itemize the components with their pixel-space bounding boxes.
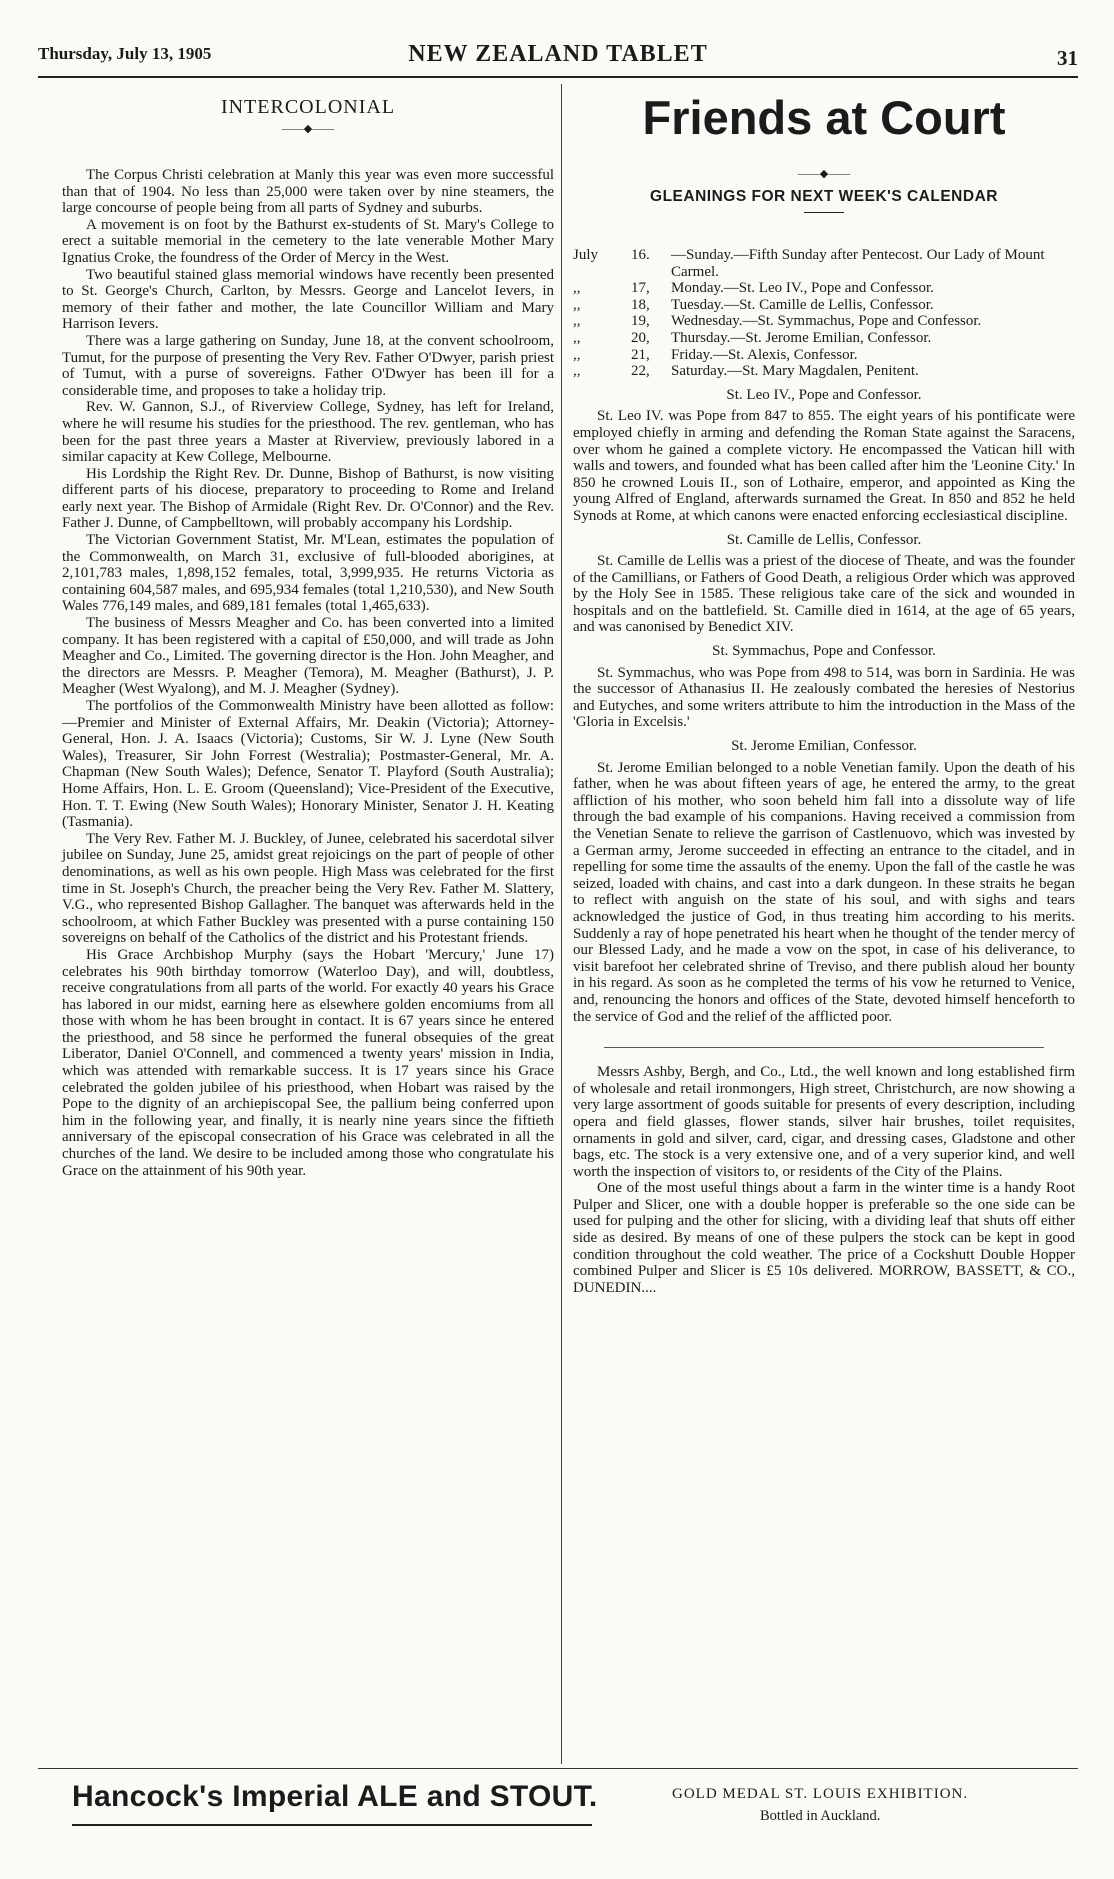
article-paragraph: The Very Rev. Father M. J. Buckley, of Junee, celebrated his sacerdotal silver jubilee on Sunday, June 25, amidst great rejoicings on the part of people of other denominations, as well as his own people. High Mass was celebrated for the first time in St. Joseph's Church, the preacher being the Very Rev. Father M. Slattery, V.G., who represented Bishop Gallagher. The banquet was afterwards held in the schoolroom, at which Father Buckley was presented with a purse containing 150 sovereigns on behalf of the Catholics of the district and his Protestant friends. xyxy=(62,830,554,947)
ornament-divider: ——◆—— xyxy=(797,168,851,180)
issue-date: Thursday, July 13, 1905 xyxy=(38,44,212,63)
notice-paragraph: Messrs Ashby, Bergh, and Co., Ltd., the well known and long established firm of wholesale and retail ironmongers, High street, Christchurch, are now showing a very large assortment of goods suitable for presents of every description, including opera and field glasses, flower stands, silver hair brushes, toilet requisites, ornaments in gold and silver, card, cigar, and dressing cases, Gladstone and other bags, etc. The stock is a very extensive one, and of a very superior kind, and well worth the inspection of visitors to, or residents of the City of the Plains. xyxy=(573,1064,1075,1180)
article-paragraph: There was a large gathering on Sunday, June 18, at the convent schoolroom, Tumut, for the purpose of presenting the Very Rev. Father O'Dwyer, parish priest of Tumut, with a purse of sovereigns. Father O'Dwyer has been ill for a considerable time, and proposes to take a holiday trip. xyxy=(62,332,554,399)
bottled-text: Bottled in Auckland. xyxy=(760,1808,881,1824)
section-separator xyxy=(604,1047,1044,1048)
hancocks-ale-advert: Hancock's Imperial ALE and STOUT. xyxy=(72,1780,598,1813)
saint-paragraph: St. Jerome Emilian belonged to a noble Venetian family. Upon the death of his father, when he was about fifteen years of age, he entered the army, to the great affliction of his mother, who soon beheld him fall into a dissolute way of life through the bad example of his companions. Having received a commission from the Venetian Senate to relieve the garrison of Castlenuovo, which was invested by a German army, Jerome succeeded in effecting an entrance to the citadel, and in repelling for some time the assaults of the enemy. Upon the fall of the castle he was seized, loaded with chains, and cast into a dark dungeon. In these straits he began to reflect with anguish on the state of his soul, and with sighs and tears acknowledged the justice of God, in thus treating him according to his merits. Suddenly a ray of hope penetrated his heart when he thought of the tender mercy of our Blessed Lady, and he made a vow on the spot, in case of his deliverance, to visit barefoot her celebrated shrine of Treviso, and there publish aloud her bounty in his regard. As soon as he completed the terms of his vow he returned to Venice, and, renouncing the honors and offices of the State, devoted himself henceforth to the service of God and the relief of the afflicted poor. xyxy=(573,759,1075,1025)
calendar-table xyxy=(573,247,1075,380)
short-rule xyxy=(804,212,844,213)
article-paragraph: His Grace Archbishop Murphy (says the Hobart 'Mercury,' June 17) celebrates his 90th birthday tomorrow (Waterloo Day), and will, doubtless, receive congratulations from all parts of the world. For exactly 40 years his Grace has labored in our midst, earning here as elsewhere golden encomiums from all those with whom he has been brought in contact. It is 67 years since he entered the priesthood, and 58 since he performed the funeral obsequies of the great Liberator, Daniel O'Connell, and commenced a twenty years' mission in India, which was attended with remarkable success. It is 17 years since his Grace celebrated the golden jubilee of his priesthood, when Hobart was raised by the Pope to the dignity of an archiepiscopal See, the pallium being conferred upon him in the following year, and finally, it is nearly nine years since the fiftieth anniversary of the episcopal consecration of his Grace was celebrated in all the churches of the land. We desire to be included among those who congratulate his Grace on the attainment of his 90th year. xyxy=(62,946,554,1179)
article-paragraph: The Victorian Government Statist, Mr. M'Lean, estimates the population of the Commonwealth, on March 31, exclusive of full-blooded aborigines, at 2,101,783 males, 1,898,152 females, total, 3,999,935. He returns Victoria as containing 604,587 males, and 695,934 females (total 1,210,530), and New South Wales 776,149 males, and 689,181 females (total 1,465,633). xyxy=(62,532,554,615)
saint-heading: St. Leo IV., Pope and Confessor. xyxy=(726,386,922,403)
calendar-entry: ,, 17, Monday.—St. Leo IV., Pope and Confessor. xyxy=(573,280,934,297)
article-paragraph: Two beautiful stained glass memorial windows have recently been presented to St. George's Church, Carlton, by Messrs. George and Lancelot Ievers, in memory of their father and mother, the late Councillor William and Mary Harrison Ievers. xyxy=(62,266,554,333)
masthead-title: NEW ZEALAND TABLET xyxy=(408,41,708,67)
header-rule xyxy=(38,76,1078,78)
article-paragraph: His Lordship the Right Rev. Dr. Dunne, Bishop of Bathurst, is now visiting different parts of his diocese, preparatory to proceeding to Rome and Ireland early next year. The Bishop of Armidale (Right Rev. Dr. O'Connor) and the Rev. Father J. Dunne, of Campbelltown, will probably accompany his Lordship. xyxy=(62,465,554,532)
page-header xyxy=(38,41,1078,78)
intercolonial-heading: INTERCOLONIAL xyxy=(220,96,396,118)
article-paragraph: Rev. W. Gannon, S.J., of Riverview College, Sydney, has left for Ireland, where he will resume his studies for the priesthood. The rev. gentleman, who has been for the past three years a Master at Riverview, previously labored in a similar capacity at Kew College, Melbourne. xyxy=(62,399,554,466)
calendar-entry: ,, 22, Saturday.—St. Mary Magdalen, Penitent. xyxy=(573,363,919,380)
intercolonial-column xyxy=(62,92,554,1179)
footer-rule xyxy=(38,1768,1078,1769)
article-paragraph: The business of Messrs Meagher and Co. has been converted into a limited company. It has been registered with a capital of £50,000, and will trade as John Meagher and Co., Limited. The governing director is the Hon. John Meagher, and the directors are Messrs. P. Meagher (Temora), M. Meagher (Bathurst), J. P. Meagher (West Wyalong), and M. J. Meagher (Sydney). xyxy=(62,615,554,698)
saint-heading: St. Jerome Emilian, Confessor. xyxy=(731,738,917,755)
calendar-subheading: GLEANINGS FOR NEXT WEEK'S CALENDAR xyxy=(650,188,998,205)
calendar-entry: ,, 19, Wednesday.—St. Symmachus, Pope and Confessor. xyxy=(573,313,982,330)
gold-medal-text: GOLD MEDAL ST. LOUIS EXHIBITION. xyxy=(672,1786,969,1802)
calendar-entry: ,, 20, Thursday.—St. Jerome Emilian, Confessor. xyxy=(573,329,932,346)
friends-at-court-column xyxy=(573,92,1075,1296)
saint-paragraph: St. Symmachus, who was Pope from 498 to 514, was born in Sardinia. He was the successor of Athanasius II. He zealously combated the heresies of Nestorius and Eutyches, and some writers attribute to him the introduction in the Mass of the 'Gloria in Excelsis.' xyxy=(573,664,1075,731)
article-paragraph: A movement is on foot by the Bathurst ex-students of St. Mary's College to erect a suitable memorial in the cemetery to the late venerable Mother Mary Ignatius Croke, the foundress of the Order of Mercy in the West. xyxy=(62,216,554,266)
calendar-entry: ,, 21, Friday.—St. Alexis, Confessor. xyxy=(573,346,858,363)
saint-paragraph: St. Leo IV. was Pope from 847 to 855. The eight years of his pontificate were employed chiefly in arming and defending the Roman State against the Saracens, over whom he gained a complete victory. He encompassed the Vatican hill with walls and towers, and founded what has been called after him the 'Leonine City.' In 850 he crowned Louis II., son of Lothaire, emperor, and appointed as King the young Alfred of England, afterwards surnamed the Great. In 850 and 852 he held Synods at Rome, at which canons were enacted enforcing ecclesiastical discipline. xyxy=(573,408,1075,524)
notice-paragraph: One of the most useful things about a farm in the winter time is a handy Root Pulper and Slicer, one with a double hopper is preferable so the one side can be used for pulping and the other for slicing, with a dividing leaf that shuts off either side as desired. By means of one of these pulpers the stock can be kept in good condition throughout the cold weather. The price of a Cockshutt Double Hopper combined Pulper and Slicer is £5 10s delivered. MORROW, BASSETT, & CO., DUNEDIN.... xyxy=(573,1180,1075,1296)
calendar-entry: July 16. —Sunday.—Fifth Sunday after Pentecost. Our Lady of Mount Carmel. xyxy=(573,247,1045,280)
saint-paragraph: St. Camille de Lellis was a priest of the diocese of Theate, and was the founder of the Camillians, or Fathers of Good Death, a religious Order which was approved by the Holy See in 1585. These religious take care of the sick and wounded in hospitals and on the battlefield. St. Camille died in 1614, at the age of 65 years, and was canonised by Benedict XIV. xyxy=(573,553,1075,636)
calendar-entry: ,, 18, Tuesday.—St. Camille de Lellis, Confessor. xyxy=(573,296,934,313)
saint-heading: St. Symmachus, Pope and Confessor. xyxy=(712,643,936,660)
advert-underline xyxy=(72,1824,592,1826)
article-paragraph: The portfolios of the Commonwealth Ministry have been allotted as follow:—Premier and Minister of External Affairs, Mr. Deakin (Victoria); Attorney-General, Hon. J. A. Isaacs (Victoria); Customs, Sir W. J. Lyne (New South Wales), Treasurer, Sir John Forrest (Westralia); Postmaster-General, Mr. A. Chapman (New South Wales); Defence, Senator T. Playford (South Australia); Home Affairs, Hon. L. E. Groom (Queensland); Vice-President of the Executive, Hon. T. T. Ewing (New South Wales); Honorary Minister, Senator J. H. Keating (Tasmania). xyxy=(62,698,554,831)
column-divider xyxy=(561,84,562,1764)
page-number: 31 xyxy=(1057,46,1078,70)
saint-heading: St. Camille de Lellis, Confessor. xyxy=(726,531,922,548)
ornament-divider: ——◆—— xyxy=(281,123,335,135)
article-paragraph: The Corpus Christi celebration at Manly this year was even more successful than that of 1904. No less than 25,000 were taken over by nine steamers, the large concourse of people being from all parts of Sydney and suburbs. xyxy=(62,167,554,217)
friends-at-court-heading: Friends at Court xyxy=(642,91,1006,144)
